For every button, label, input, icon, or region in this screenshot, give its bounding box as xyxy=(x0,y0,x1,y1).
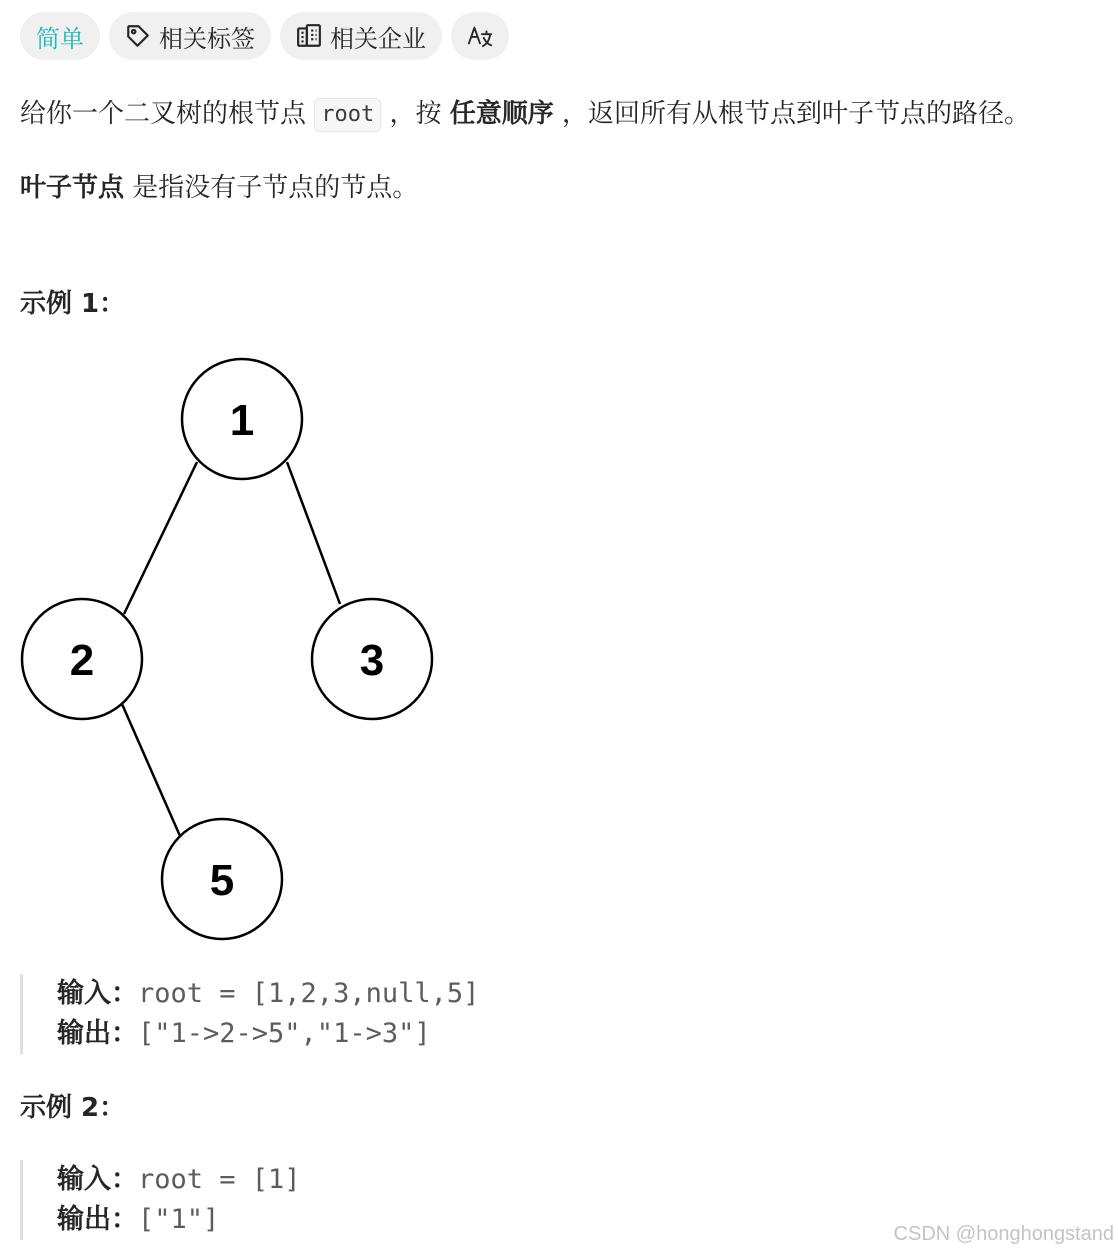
example-2-heading: 示例 2： xyxy=(20,1093,126,1123)
description-paragraph xyxy=(20,96,1030,132)
building-icon xyxy=(296,23,322,49)
example-2-output-line xyxy=(57,1200,301,1240)
tag-icon xyxy=(125,23,151,49)
watermark: CSDN @honghongstand xyxy=(893,1223,1114,1245)
binary-tree-diagram xyxy=(20,356,440,946)
input-label: 输入： xyxy=(57,978,138,1009)
example-1-output-line xyxy=(57,1014,479,1054)
related-topics-label: 相关标签 xyxy=(159,24,255,53)
example-1-heading: 示例 1： xyxy=(20,289,126,319)
inline-code-root: root xyxy=(314,98,381,132)
emphasis-text: 叶子节点 xyxy=(20,173,125,203)
output-value: ["1"] xyxy=(138,1204,220,1235)
example-1-block xyxy=(20,974,479,1054)
translate-button[interactable] xyxy=(451,12,509,60)
edge-2-5 xyxy=(122,704,180,836)
difficulty-badge[interactable] xyxy=(20,12,100,60)
tree-node-3-label: 3 xyxy=(359,636,385,685)
example-1-input-line xyxy=(57,974,479,1014)
related-companies-button[interactable] xyxy=(280,12,442,60)
output-label: 输出： xyxy=(57,1018,138,1049)
description-text: 给你一个二叉树的根节点 xyxy=(20,99,315,129)
edge-1-3 xyxy=(287,462,340,604)
difficulty-label: 简单 xyxy=(36,24,84,53)
description-text: ，按 xyxy=(381,99,450,129)
tree-node-5-label: 5 xyxy=(209,856,235,905)
input-value: root = [1] xyxy=(138,1164,301,1195)
related-companies-label: 相关企业 xyxy=(330,24,426,53)
tree-node-2-label: 2 xyxy=(69,636,95,685)
leaf-definition-paragraph xyxy=(20,170,418,206)
output-value: ["1->2->5","1->3"] xyxy=(138,1018,431,1049)
example-2-input-line xyxy=(57,1160,301,1200)
translate-icon xyxy=(467,23,493,49)
tree-node-1-label: 1 xyxy=(229,396,255,445)
example-1-tree-image xyxy=(20,356,440,950)
emphasis-text: 任意顺序 xyxy=(449,99,554,129)
output-label: 输出： xyxy=(57,1204,138,1235)
description-text: ，返回所有从根节点到叶子节点的路径。 xyxy=(553,99,1031,129)
description-text: 是指没有子节点的节点。 xyxy=(124,173,419,203)
related-topics-button[interactable] xyxy=(109,12,271,60)
edge-1-2 xyxy=(124,462,197,614)
input-value: root = [1,2,3,null,5] xyxy=(138,978,480,1009)
example-2-block xyxy=(20,1160,301,1240)
input-label: 输入： xyxy=(57,1164,138,1195)
tag-bar xyxy=(20,12,509,60)
